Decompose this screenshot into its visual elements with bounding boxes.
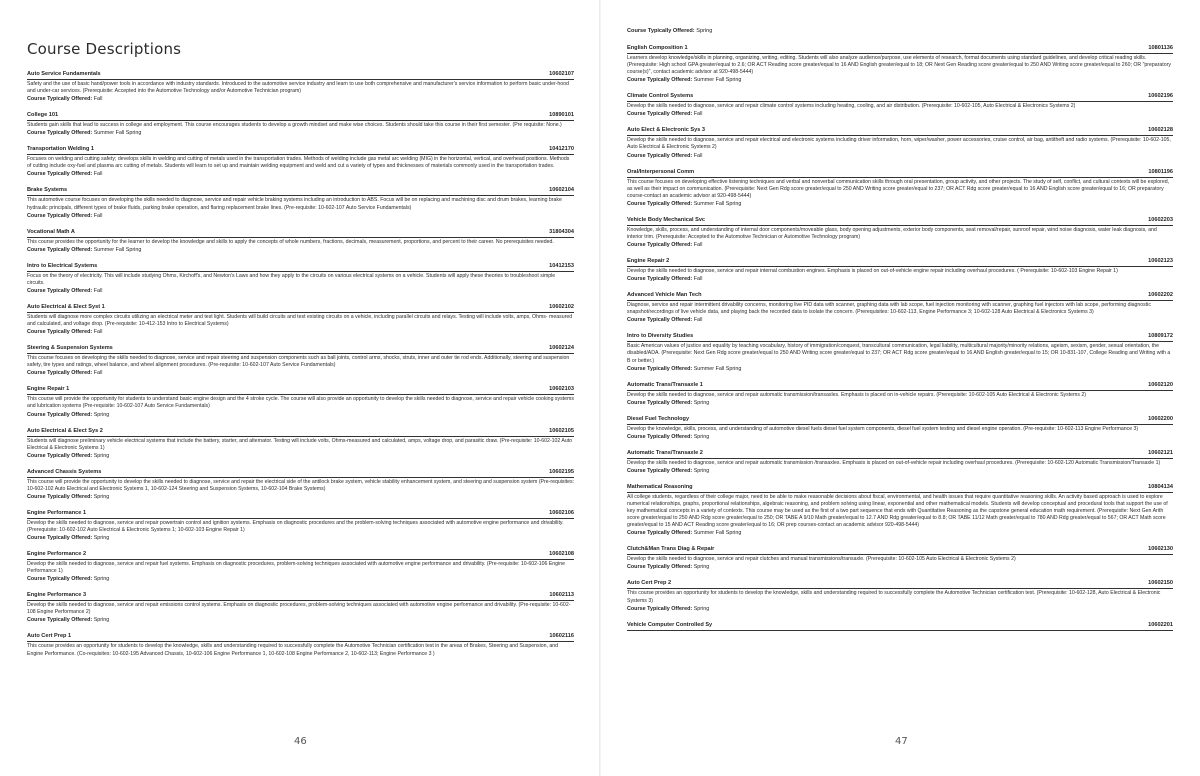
course-list-left — [27, 71, 574, 658]
course-code: 10602196 — [1148, 93, 1173, 100]
course-description: Knowledge, skills, process, and understanding of internal door components/moveable glass, body opening adjustments, exterior body components, seat removal/repair, sunroof repair, wind noise diagnosis, water leak diagnosis, and interior trim. (Prerequisite: Accepted to the Automotive Technician or Automotive Technology program) — [627, 226, 1157, 240]
course-offered — [27, 453, 574, 460]
course-title: Diesel Fuel Technology — [627, 415, 690, 422]
course-header — [627, 292, 1173, 301]
course-code: 10804134 — [1148, 483, 1173, 490]
course-entry — [627, 333, 1173, 372]
course-offered — [27, 213, 574, 220]
course-title: College 101 — [27, 112, 59, 119]
course-description: Students will diagnose more complex circuits utilizing an electrical meter and test light. Students will build circuits and test existing circuits on a vehicle, including parallel circuits and relays. Testing will include volts, amps, Ohms- measured and calculated, and voltage drop. (Pre-requisite: 10-412-153 Intro to Electrical Systems) — [27, 313, 573, 328]
course-entry — [627, 580, 1173, 612]
course-description: Develop the knowledge, skills, process, and understanding of automotive diesel fuels diesel fuel system components, diesel fuel system testing and diesel engine operation. (Pre-requisite: 10-602-113 Engine Performance 3) — [627, 425, 1139, 432]
course-title: Engine Repair 2 — [627, 258, 670, 265]
course-header — [627, 127, 1173, 136]
course-code: 10602150 — [1148, 580, 1173, 587]
offered-label: Course Typically Offered: — [27, 535, 93, 542]
course-entry — [27, 510, 574, 542]
course-code: 10602107 — [549, 71, 574, 77]
course-code: 10602104 — [549, 187, 574, 194]
offered-value: Fall — [693, 152, 703, 159]
course-description: Basic American values of justice and equality by teaching vocabulary, history of immigration/conquest, transcultural communication, legal liability, multicultural majority/minority relations, ageism, sexism, gender, sexual orientation, the disabled/ADA. (Prerequisite: Next Gen Rdg score greater/equal to 250 AND Writing score greater/equal to 237; OR ACT Rdg score greater/equal to 16 AND English greater/equal to 15; OR 10-831-107, College Reading and Writing with a B or better.) — [627, 343, 1171, 364]
course-entry — [27, 263, 574, 295]
offered-label: Course Typically Offered: — [27, 329, 93, 336]
offered-value: Spring — [93, 452, 110, 459]
offered-label: Course Typically Offered: — [27, 493, 93, 500]
course-entry — [627, 258, 1173, 283]
offered-value: Summer Fall Spring — [693, 77, 742, 84]
course-title: Vehicle Computer Controlled Sy — [627, 621, 713, 628]
course-entry — [627, 416, 1173, 441]
course-description: Develop the skills needed to diagnose, service and repair automatic transmission/transaxles. Emphasis is placed on in-vehicle repairs. (Prerequisite: 10-602-105 Auto Electrical & Electronic Systems 2) — [627, 391, 1087, 398]
course-offered — [27, 130, 574, 137]
course-code: 10602116 — [549, 633, 574, 640]
course-offered — [27, 617, 574, 624]
course-title: Auto Elect & Electronic Sys 3 — [627, 127, 706, 134]
course-offered — [27, 370, 574, 377]
offered-value: Fall — [693, 111, 703, 118]
course-header — [627, 333, 1173, 342]
course-header — [627, 258, 1173, 267]
course-description: Safety and the use of basic hand/power tools in accordance with industry standards. Introduced to the automotive service industry and learn to use both comprehensive and manufacturer's service information to perform basic under-hood and under-car services. (Prerequisite: Accepted into the Automotive Technology and/or Automotive Technician program) — [27, 81, 569, 95]
offered-value: Fall — [693, 242, 703, 249]
offered-value: Fall — [93, 287, 103, 294]
course-description: Develop the skills needed to diagnose, service and repair emissions control systems. Emphasis on diagnostic procedures, problem-solving techniques associated with automotive engine performance and drivability. (Pre-requisite: 10-602-108 Engine Performance 2) — [27, 602, 571, 616]
offered-value: Fall — [93, 370, 103, 377]
course-list-right — [627, 45, 1173, 631]
course-description: Develop the skills needed to diagnose, service and repair powertrain control and ignition systems. Emphasis on diagnostic procedures and the problem-solving techniques associated with automotive engine performance and drivability. (Prerequisite: 10-602-102 Auto Electrical & Electronic Systems 1; 10-602-103 Engine Repair 1) — [27, 519, 564, 533]
course-description: This course focuses on developing the skills needed to diagnose, service and repair steering and suspension components such as ball joints, control arms, shocks, struts, inner and outer tie rod ends. Additionally, steering and suspension safety, tire types and ratings, wheel balance, and wheel alignment procedures. (Pre-requisite: 10-602-107 Auto Service Fundamentals) — [27, 355, 570, 369]
course-entry — [27, 146, 574, 178]
course-code: 10602123 — [1148, 258, 1173, 265]
course-offered — [627, 276, 1173, 283]
course-description: Learners develop knowledge/skills in planning, organizing, writing, editing. Students will also analyze audience/purpose, use elements of research, format documents using standard guidelines, and develop critical reading skills. (Prerequisite: High school GPA greater/equal to 2.6; OR ACT Reading score greater/equal to 16 AND English greater/equal to 18; OR Next Gen Reading score greater/equal to 250 AND Writing score greater/equal to 260; OR "preparatory course(s)", contact academic advisor at 920-498-5444) — [627, 55, 1171, 76]
offered-label: Course Typically Offered: — [27, 171, 93, 178]
course-title: Advanced Chassis Systems — [27, 468, 102, 475]
course-code: 10602124 — [549, 345, 574, 352]
course-offered — [627, 564, 1173, 571]
course-offered — [27, 171, 574, 178]
course-offered — [627, 434, 1173, 441]
course-title: Transportation Welding 1 — [27, 146, 95, 153]
offered-label: Course Typically Offered: — [627, 200, 693, 207]
course-header — [27, 71, 574, 80]
offered-value: Spring — [693, 564, 710, 571]
course-entry — [627, 382, 1173, 407]
course-code: 10801196 — [1148, 168, 1173, 175]
course-header — [27, 263, 574, 272]
course-entry — [627, 546, 1173, 571]
right-page — [600, 0, 1200, 776]
course-entry — [627, 217, 1173, 249]
offered-label: Course Typically Offered: — [27, 96, 93, 103]
offered-label: Course Typically Offered: — [627, 276, 693, 283]
continued-offered-line — [627, 28, 1173, 35]
course-description: All college students, regardless of their college major, need to be able to make reasonable decisions about fiscal, environmental, and health issues that require quantitative reasoning skills. An activity based approach is used to explore numerical relationships, graphs, proportional relationships, algebraic reasoning, and problem solving using linear, exponential and other mathematical models. Students will develop conceptual and procedural tools that support the use of key mathematical concepts in a variety of contexts. This course may be used as the first of a two part sequence that ends with Quantitative Reasoning as the capstone general education math requirement. (Prerequisite: Next Gen Arith score greater/equal to 250 AND Rdg score greater/equal to 250; OR TABE A 9/10 Math greater/equal to 12.7 AND Rdg greater/equal to 8.8; OR TABE 11/12 Math greater/equal to 780 AND Rdg greater/equal to 567; OR ACT Math score greater/equal to 15 AND ACT Reading score greater/equal to 16; OR prep courses-contact an academic advisor 920-498-5444) — [627, 493, 1168, 529]
offered-value: Fall — [93, 329, 103, 336]
course-header — [27, 345, 574, 354]
course-title: Auto Cert Prep 2 — [627, 580, 672, 587]
offered-label: Course Typically Offered: — [27, 370, 93, 377]
offered-value: Fall — [93, 96, 103, 103]
offered-label: Course Typically Offered: — [627, 242, 693, 249]
course-header — [27, 112, 574, 121]
course-offered — [627, 530, 1173, 537]
course-title: Intro to Electrical Systems — [27, 262, 98, 269]
course-code: 10602105 — [549, 427, 574, 434]
offered-label: Course Typically Offered: — [27, 617, 93, 624]
offered-label: Course Typically Offered: — [627, 365, 693, 372]
offered-label: Course Typically Offered: — [627, 399, 693, 406]
offered-label: Course Typically Offered: — [27, 246, 93, 253]
course-code: 10602106 — [549, 509, 574, 516]
course-offered — [627, 242, 1173, 249]
page-number-right: 47 — [895, 736, 908, 747]
course-entry — [627, 45, 1173, 84]
course-entry — [27, 386, 574, 418]
course-entry — [27, 112, 574, 137]
course-offered — [627, 400, 1173, 407]
offered-value: Summer Fall Spring — [93, 130, 142, 137]
course-code: 10602120 — [1148, 381, 1173, 388]
course-title: Oral/Interpersonal Comm — [627, 168, 695, 175]
course-code: 10602201 — [1148, 621, 1173, 628]
course-header — [627, 45, 1173, 54]
course-code: 10890101 — [549, 112, 574, 119]
course-description: Develop the skills needed to diagnose, service and repair climate control systems including heating, cooling, and air distribution. (Prerequisite: 10-602-105, Auto Electrical & Electronics Systems 2) — [627, 103, 1076, 110]
course-title: Engine Repair 1 — [27, 386, 70, 393]
course-title: Auto Service Fundamentals — [27, 71, 101, 77]
course-entry — [27, 304, 574, 336]
course-offered — [27, 576, 574, 583]
offered-label: Course Typically Offered: — [627, 564, 693, 571]
offered-value: Spring — [93, 617, 110, 624]
offered-label: Course Typically Offered: — [27, 287, 93, 294]
course-entry — [27, 187, 574, 219]
course-description: Diagnose, service and repair intermittent drivability concerns, monitoring live PID data with scanner, graphing data with lab scope, fuel injection monitoring with scanner, graphing fuel injectors with lab scope, performing diagnostic snapshot/recordings of live vehicle data, and playing back the recorded data to isolate the concern. (Prerequisites: 10-602-113, Engine Performance 3; 10-602-128 Auto Electrical & Electronics Systems 3) — [627, 302, 1151, 316]
offered-value: Spring — [93, 535, 110, 542]
course-header — [27, 386, 574, 395]
course-title: Steering & Suspension Systems — [27, 345, 113, 352]
course-title: Intro to Diversity Studies — [627, 333, 694, 340]
offered-value: Spring — [696, 28, 713, 34]
offered-label: Course Typically Offered: — [627, 530, 693, 537]
course-code: 10801136 — [1148, 45, 1173, 51]
course-offered — [27, 288, 574, 295]
offered-value: Fall — [93, 212, 103, 219]
course-description: Develop the skills needed to diagnose, service and repair clutches and manual transmissions/transaxle. (Prerequisite: 10-602-105 Auto Electrical & Electronic Systems 2) — [627, 556, 1016, 563]
course-title: Engine Performance 2 — [27, 551, 87, 558]
offered-value: Spring — [93, 411, 110, 418]
course-offered — [27, 329, 574, 336]
course-header — [627, 416, 1173, 425]
offered-label: Course Typically Offered: — [627, 111, 693, 118]
course-entry — [627, 484, 1173, 537]
course-entry — [627, 127, 1173, 159]
course-header — [627, 217, 1173, 226]
offered-value: Summer Fall Spring — [693, 365, 742, 372]
course-title: Advanced Vehicle Man Tech — [627, 292, 702, 299]
course-description: Develop the skills needed to diagnose, service and repair fuel systems. Emphasis on diagnostic procedures, problem-solving techniques associated with automotive engine performance and drivability. (Pre-requisite: 10-602-106 Engine Performance 1) — [27, 561, 565, 575]
course-title: English Composition 1 — [627, 45, 688, 51]
offered-value: Summer Fall Spring — [693, 200, 742, 207]
course-title: Vocational Math A — [27, 228, 75, 235]
course-offered — [627, 468, 1173, 475]
course-offered — [627, 153, 1173, 160]
course-entry — [27, 551, 574, 583]
course-entry — [627, 622, 1173, 631]
course-entry — [27, 345, 574, 377]
course-header — [27, 592, 574, 601]
course-header — [627, 484, 1173, 493]
course-title: Engine Performance 1 — [27, 509, 87, 516]
course-code: 31804304 — [549, 228, 574, 235]
course-code: 10602195 — [549, 468, 574, 475]
course-description: Students will diagnose preliminary vehicle electrical systems that include the battery, starter, and alternator. Testing will include volts, Ohms-measured and calculated, amps, voltage drop, and parasitic draw. (Pre-requisite: 10-602-102 Auto Electrical & Electronic Systems 1) — [27, 437, 573, 451]
offered-label: Course Typically Offered: — [27, 576, 93, 583]
page-number-left: 46 — [294, 736, 307, 747]
course-header — [627, 546, 1173, 555]
course-header — [27, 510, 574, 519]
offered-value: Fall — [93, 171, 103, 178]
course-code: 10602203 — [1148, 216, 1173, 223]
course-entry — [27, 71, 574, 103]
course-offered — [627, 201, 1173, 208]
course-entry — [27, 469, 574, 501]
course-title: Mathematical Reasoning — [627, 483, 693, 490]
course-code: 10412153 — [549, 262, 574, 269]
course-title: Clutch&Man Trans Diag & Repair — [627, 546, 715, 553]
course-header — [27, 633, 574, 642]
course-offered — [627, 606, 1173, 613]
course-code: 10412170 — [549, 146, 574, 153]
course-header — [27, 551, 574, 560]
course-title: Brake Systems — [27, 187, 68, 194]
course-header — [27, 146, 574, 155]
course-entry — [27, 428, 574, 460]
course-code: 10602130 — [1148, 546, 1173, 553]
course-header — [27, 469, 574, 478]
offered-label: Course Typically Offered: — [627, 467, 693, 474]
course-offered — [27, 412, 574, 419]
course-offered — [627, 317, 1173, 324]
course-title: Climate Control Systems — [627, 93, 694, 100]
course-entry — [627, 93, 1173, 118]
course-code: 10602200 — [1148, 415, 1173, 422]
course-title: Automatic Trans/Transaxle 2 — [627, 449, 703, 456]
offered-label: Course Typically Offered: — [27, 130, 93, 137]
course-entry — [27, 633, 574, 657]
offered-value: Spring — [693, 467, 710, 474]
course-title: Automatic Trans/Transaxle 1 — [627, 381, 703, 388]
course-description: Develop the skills needed to diagnose, service and repair automatic transmission /transaxles. Emphasis is placed on out-of-vehicle repair including overhaul procedures. (Prerequisite: 10-602-120 Automatic Transmission/Transaxle 1) — [627, 459, 1161, 466]
course-description: Students gain skills that lead to success in college and employment. This course encourages students to develop a growth mindset and make wise choices. Students should take this course in their first semester. (Pre requisite: None.) — [27, 122, 562, 129]
offered-label: Course Typically Offered: — [627, 433, 693, 440]
offered-value: Summer Fall Spring — [693, 530, 742, 537]
course-code: 10602113 — [549, 592, 574, 599]
offered-value: Spring — [693, 433, 710, 440]
course-header — [627, 93, 1173, 102]
course-header — [627, 450, 1173, 459]
course-header — [27, 428, 574, 437]
course-offered — [27, 96, 574, 103]
offered-label: Course Typically Offered: — [627, 77, 693, 84]
course-description: Focus on the theory of electricity. This will include studying Ohms, Kirchoff's, and Newton's Laws and how they apply to the circuits on various electrical systems on a vehicle. Students will apply these theories to troubleshoot simple circuits. — [27, 272, 556, 286]
course-code: 10809172 — [1148, 333, 1173, 340]
offered-value: Fall — [693, 317, 703, 324]
course-description: This course will provide the opportunity to develop the skills needed to diagnose, service and repair the electrical side of the antilock brake system, vehicle stability enhancement system, and steering and suspension system (Pre-requisites: 10-602-102 Auto Electrical and Electronic Systems 1, 10-602-124 Steering and Suspension Systems, 10-602-104 Brake Systems) — [27, 478, 574, 492]
course-header — [27, 229, 574, 238]
course-header — [27, 187, 574, 196]
course-entry — [627, 450, 1173, 475]
course-offered — [27, 247, 574, 254]
offered-label: Course Typically Offered: — [627, 28, 695, 34]
course-code: 10602121 — [1148, 449, 1173, 456]
offered-label: Course Typically Offered: — [27, 452, 93, 459]
course-offered — [27, 535, 574, 542]
offered-label: Course Typically Offered: — [27, 411, 93, 418]
course-entry — [27, 592, 574, 624]
offered-label: Course Typically Offered: — [627, 317, 693, 324]
course-code: 10602128 — [1148, 127, 1173, 134]
course-title: Vehicle Body Mechanical Svc — [627, 216, 706, 223]
offered-value: Summer Fall Spring — [93, 246, 142, 253]
course-header — [627, 169, 1173, 178]
course-code: 10602202 — [1148, 292, 1173, 299]
offered-label: Course Typically Offered: — [627, 605, 693, 612]
course-offered — [27, 494, 574, 501]
offered-value: Fall — [693, 276, 703, 283]
offered-value: Spring — [693, 399, 710, 406]
course-description: Develop the skills needed to diagnose, service and repair internal combustion engines. Emphasis is placed on out-of-vehicle engine repair including overhaul procedures. ( Prerequisite: 10-602-103 Engine Repair 1) — [627, 268, 1118, 275]
course-description: This automotive course focuses on developing the skills needed to diagnose, service and repair vehicle braking systems including an introduction to ABS. Focus will be on replacing and machining disc and drum brakes, learning brake hydraulic principals, different types of brake fluids, parking brake operation, and flaring replacement brake lines. (Pre-requisite: 10-602-107 Auto Service Fundamentals) — [27, 197, 562, 211]
course-description: This course provides an opportunity for students to develop the knowledge, skills and understanding required to successfully complete the Automotive Technician certification test in the areas of Brakes, Steering and Suspension, and Engine Performance. (Co-requisites: 10-602-195 Advanced Chassis, 10-602-106 Engine Performance 1, 10-602-108 Engine Performance 2, 10-602-113; Engine Performance 3 ) — [27, 643, 559, 657]
course-entry — [627, 169, 1173, 208]
course-offered — [627, 77, 1173, 84]
course-description: This course focuses on developing effective listening techniques and verbal and nonverbal communication skills through oral presentation, group activity, and other projects. The study of self, conflict, and cultural contexts will be explored, as well as their impact on communication. (Prerequisite: Next Gen Rdg score greater/equal to 250 AND Writing score greater/equal to 237; OR ACT Rdg score greater/equal to 16 AND English score greater/equal to 16; OR preparatory course-contact an academic advisor at 920-498-5444) — [627, 178, 1170, 199]
course-description: Develop the skills needed to diagnose, service and repair electrical and electronic systems including driver information, horn, wiper/washer, power accessories, cruise control, air bag, antitheft and radio systems. (Prerequisite: 10-602-105, Auto Electrical & Electronic Systems 2) — [627, 137, 1171, 151]
offered-value: Spring — [93, 576, 110, 583]
course-title: Auto Cert Prep 1 — [27, 633, 72, 640]
course-title: Auto Electrical & Elect Sys 2 — [27, 427, 103, 434]
course-description: Focuses on welding and cutting safety; develops skills in welding and cutting of metals used in the transportation trades. Methods of welding include gas metal arc welding (MIG) in the horizontal, vertical, and overhead positions. Methods of cutting include oxy-fuel and plasma arc cutting of metals. Students will learn to set up and maintain welding equipment and weld and cut a variety of types and thicknesses of materials commonly used in the transportation trades. — [27, 156, 570, 170]
course-description: This course provides the opportunity for the learner to develop the knowledge and skills to apply the concepts of whole numbers, fractions, decimals, measurement, proportions, and percent to their career. No prerequisites needed. — [27, 238, 554, 245]
offered-label: Course Typically Offered: — [627, 152, 693, 159]
course-title: Auto Electrical & Elect Syst 1 — [27, 303, 105, 310]
course-offered — [627, 111, 1173, 118]
course-entry — [27, 229, 574, 254]
offered-label: Course Typically Offered: — [27, 212, 93, 219]
course-header — [627, 580, 1173, 589]
course-header — [27, 304, 574, 313]
offered-value: Spring — [93, 493, 110, 500]
course-header — [627, 622, 1173, 631]
course-description: This course provides an opportunity for students to develop the knowledge, skills and understanding required to successfully complete the Automotive Technician certification test. (Prerequisite: 10-602-128, Auto Electrical & Electronic Systems 3) — [627, 590, 1161, 604]
offered-value: Spring — [693, 605, 710, 612]
course-title: Engine Performance 3 — [27, 592, 87, 599]
course-description: This course will provide the opportunity for students to understand basic engine design and the 4 stroke cycle. The course will also provide an opportunity to develop the skills needed to diagnose, service and repair vehicle cooking systems and lubrication systems (Pre-requisite: 10-602-107 Auto Service Fundamentals) — [27, 396, 574, 410]
course-entry — [627, 292, 1173, 324]
course-offered — [627, 366, 1173, 373]
course-code: 10602102 — [549, 303, 574, 310]
page-title: Course Descriptions — [27, 40, 182, 58]
course-header — [627, 382, 1173, 391]
course-code: 10602103 — [549, 386, 574, 393]
course-code: 10602108 — [549, 551, 574, 558]
